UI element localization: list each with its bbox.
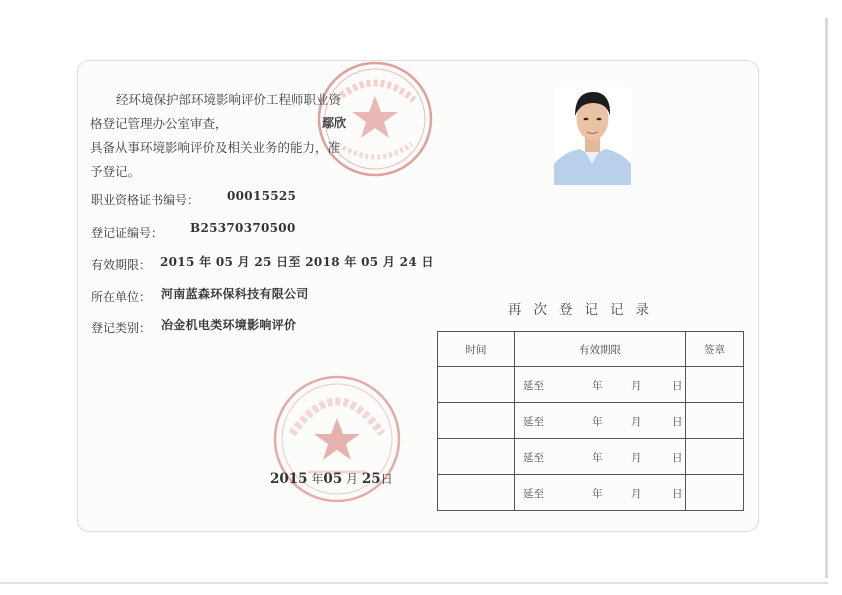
table-row — [438, 403, 744, 439]
month-unit: 月 — [631, 452, 642, 464]
category-value: 冶金机电类环境影响评价 — [161, 318, 297, 332]
seal-cell — [686, 475, 744, 511]
header-seal: 签章 — [686, 332, 744, 367]
year-unit: 年 — [592, 452, 603, 464]
re-registration-title: 再次登记记录 — [508, 302, 661, 318]
time-cell — [438, 439, 515, 475]
issue-day: 25 — [361, 471, 381, 487]
seal-cell — [686, 439, 744, 475]
validity-cell — [515, 439, 686, 475]
cert-number-value: 00015525 — [227, 189, 297, 203]
extend-label: 延至 — [523, 416, 544, 428]
month-unit: 月 — [631, 488, 642, 500]
registration-number-value: B25370370500 — [190, 221, 296, 235]
year-unit: 年 — [592, 380, 603, 392]
cert-number-label: 职业资格证书编号： — [91, 193, 200, 207]
validity-value: 2015 年 05 月 25 日至 2018 年 05 月 24 日 — [160, 255, 434, 269]
time-cell — [438, 367, 515, 403]
year-unit: 年 — [592, 416, 603, 428]
validity-cell — [515, 367, 686, 403]
issue-month-suffix: 月 — [346, 472, 359, 486]
validity-label: 有效期限： — [91, 258, 152, 272]
day-unit: 日 — [672, 416, 683, 428]
table-row — [438, 367, 744, 403]
year-unit: 年 — [592, 488, 603, 500]
paragraph-line-3: 具备从事环境影响评价及相关业务的能力，准 — [90, 140, 341, 155]
paragraph-line-2: 格登记管理办公室审查， — [90, 116, 228, 131]
paragraph-line-4: 予登记。 — [90, 164, 141, 179]
employer-label: 所在单位： — [91, 290, 152, 304]
validity-cell — [515, 403, 686, 439]
issue-day-suffix: 日 — [380, 472, 393, 486]
holder-name-signature: 鄢欣 — [322, 116, 347, 130]
extend-label: 延至 — [523, 452, 544, 464]
issue-year-suffix: 年 — [311, 472, 324, 486]
issue-date — [270, 470, 393, 487]
seal-cell — [686, 367, 744, 403]
paragraph-line-1: 经环境保护部环境影响评价工程师职业资 — [116, 92, 342, 107]
extend-label: 延至 — [523, 488, 544, 500]
time-cell — [438, 475, 515, 511]
issue-year: 2015 — [270, 471, 308, 487]
header-time: 时间 — [438, 332, 515, 367]
table-header-row — [438, 332, 744, 367]
table-row — [438, 439, 744, 475]
employer-value: 河南蓝森环保科技有限公司 — [161, 287, 309, 301]
approval-paragraph — [90, 88, 410, 184]
day-unit: 日 — [672, 380, 683, 392]
day-unit: 日 — [672, 488, 683, 500]
day-unit: 日 — [672, 452, 683, 464]
id-photo — [554, 86, 631, 185]
seal-cell — [686, 403, 744, 439]
registration-number-label: 登记证编号： — [91, 226, 164, 240]
scan-shadow-right — [825, 18, 828, 578]
time-cell — [438, 403, 515, 439]
category-label: 登记类别： — [91, 321, 152, 335]
extend-label: 延至 — [523, 380, 544, 392]
month-unit: 月 — [631, 416, 642, 428]
scan-shadow-bottom — [0, 582, 828, 584]
issue-month: 05 — [323, 471, 343, 487]
re-registration-table — [437, 331, 744, 511]
table-row — [438, 475, 744, 511]
header-validity: 有效期限 — [515, 332, 686, 367]
month-unit: 月 — [631, 380, 642, 392]
validity-cell — [515, 475, 686, 511]
